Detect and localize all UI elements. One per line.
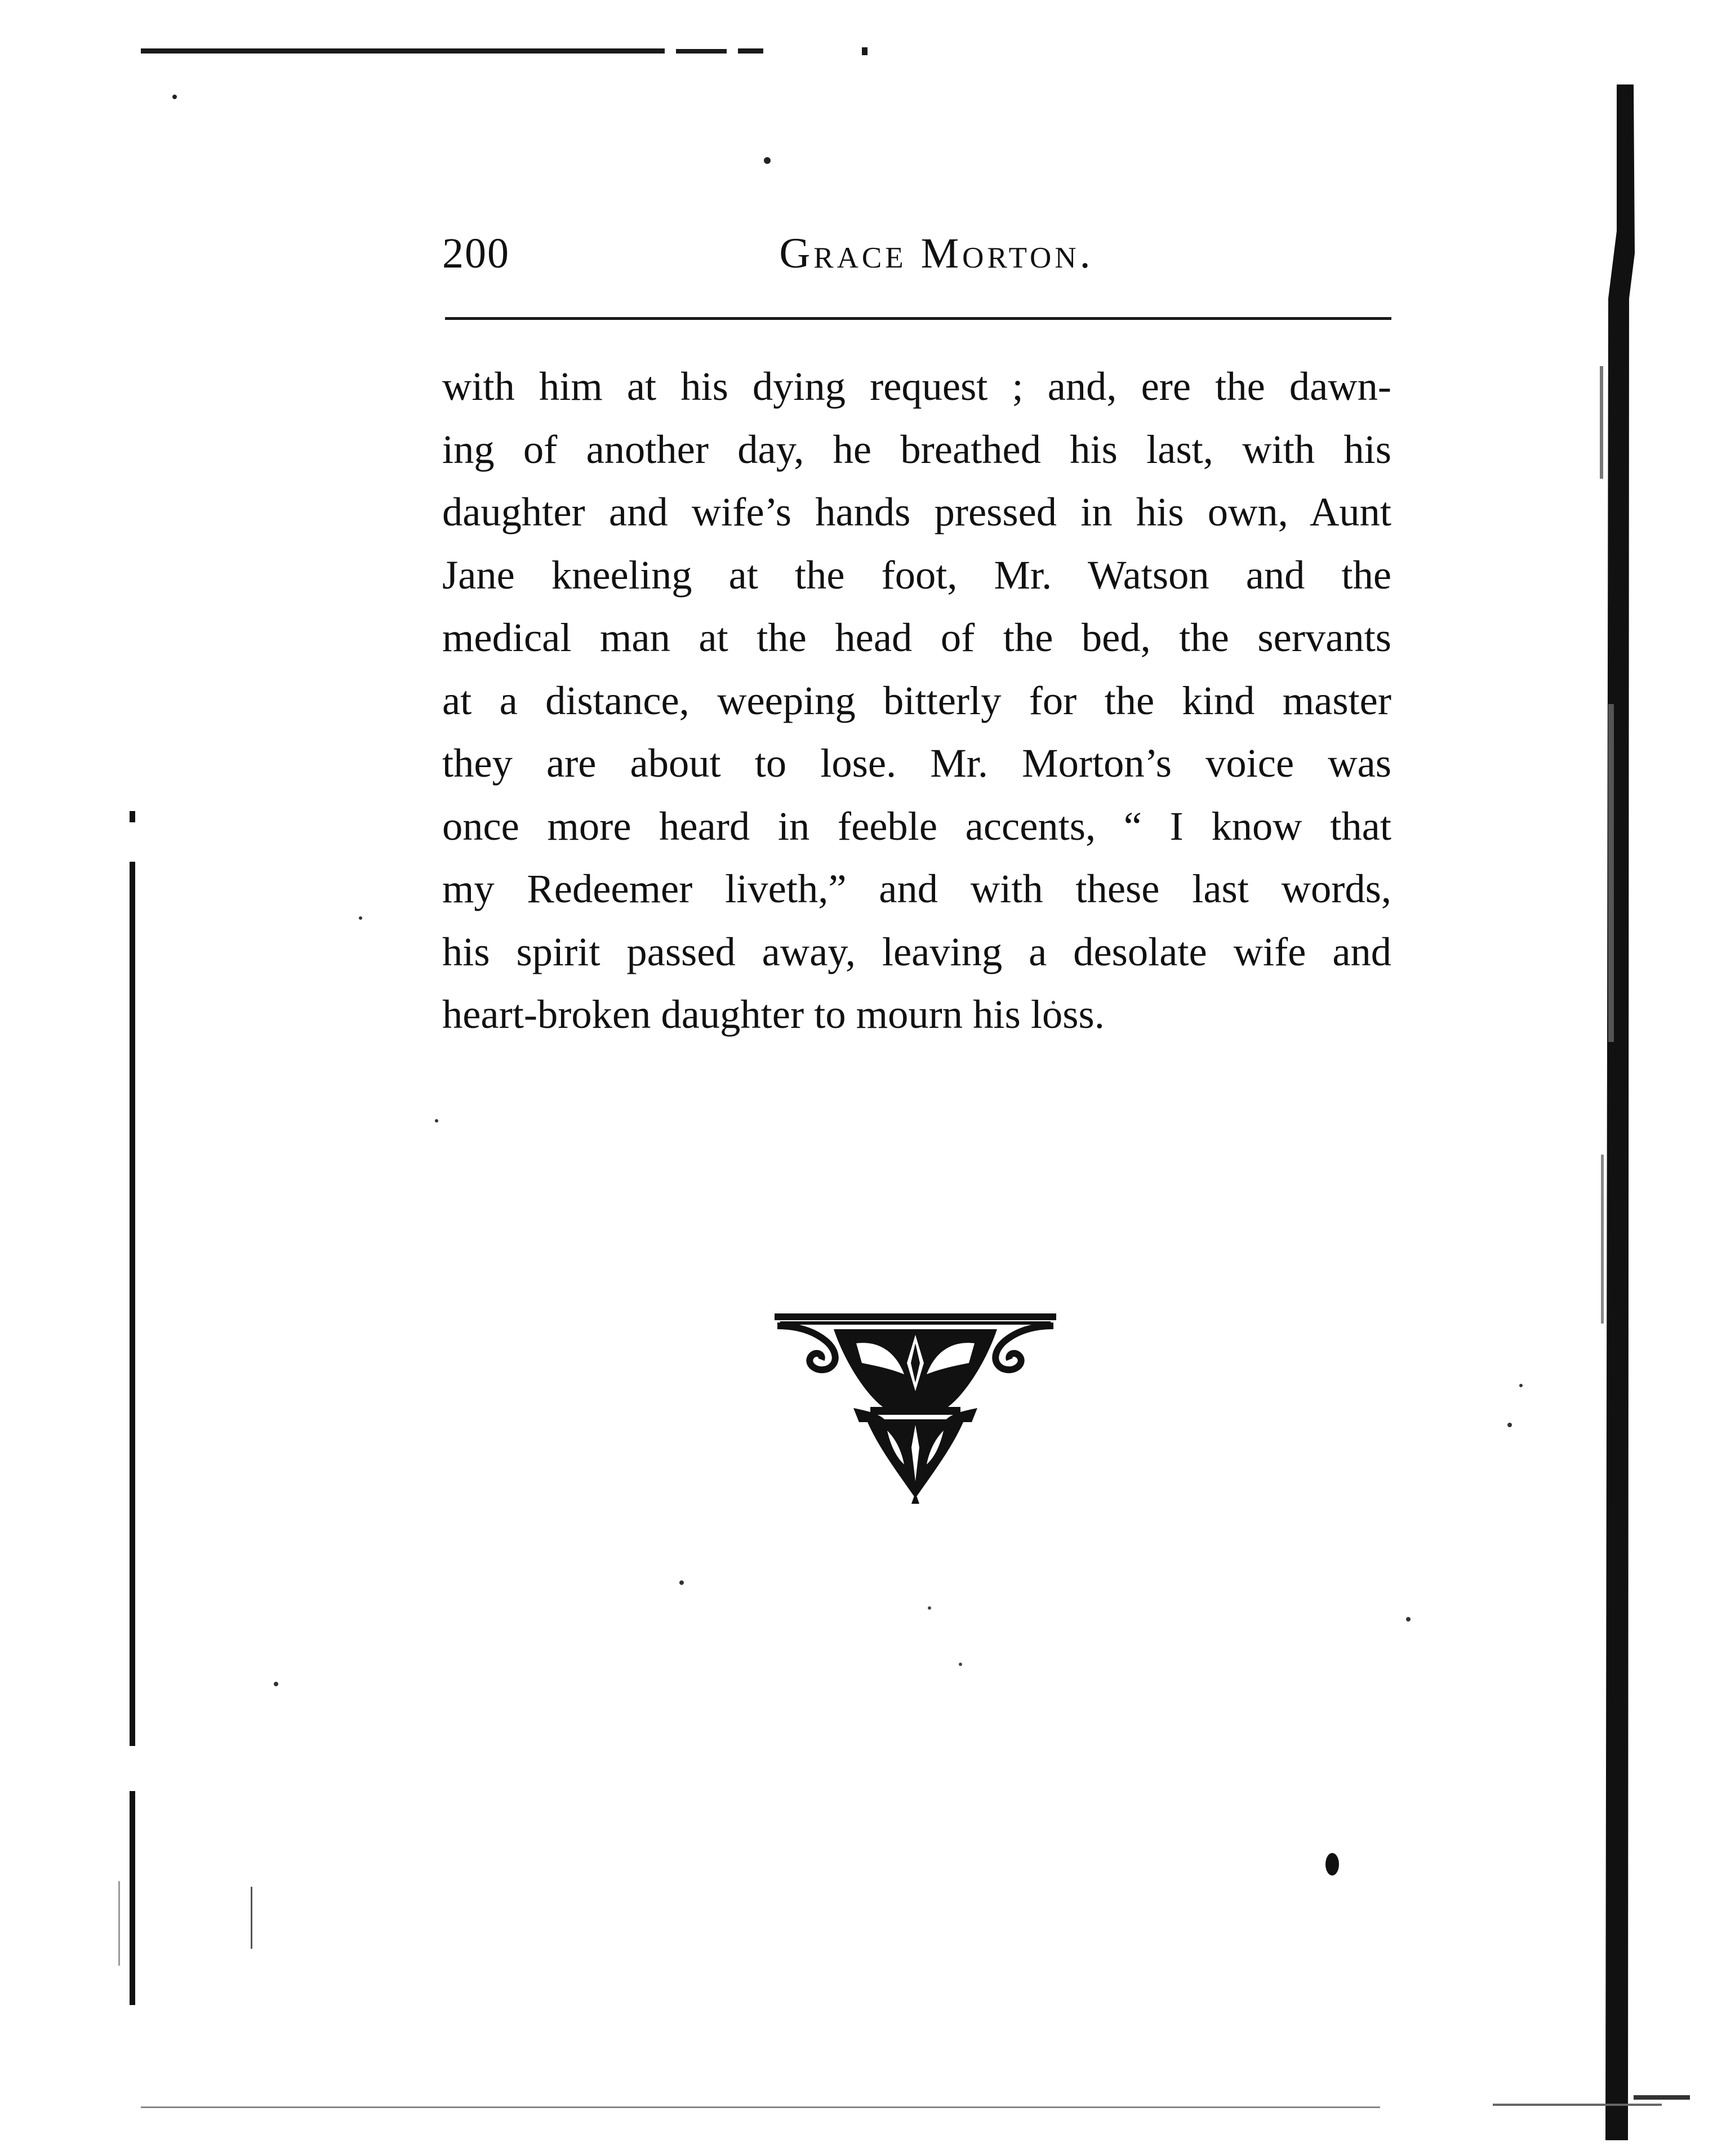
corbel-tailpiece-ornament-icon bbox=[772, 1312, 1059, 1504]
header-rule bbox=[445, 317, 1391, 320]
text-line: they are about to lose. Mr. Morton’s voice was bbox=[442, 740, 1391, 786]
text-line: ing of another day, he breathed his last, with his bbox=[442, 426, 1391, 472]
text-line: his spirit passed away, leaving a desolate wife and bbox=[442, 928, 1391, 974]
text-line: Jane kneeling at the foot, Mr. Watson and the bbox=[442, 551, 1391, 598]
page-number: 200 bbox=[442, 230, 510, 277]
body-paragraph bbox=[442, 355, 1391, 1046]
running-head bbox=[442, 225, 1391, 282]
text-line: once more heard in feeble accents, “ I know that bbox=[442, 803, 1391, 849]
text-line: at a distance, weeping bitterly for the kind master bbox=[442, 677, 1391, 723]
text-line: daughter and wife’s hands pressed in his own, Aunt bbox=[442, 489, 1391, 534]
text-line: heart-broken daughter to mourn his loss. bbox=[442, 991, 1105, 1037]
text-line: with him at his dying request ; and, ere the dawn- bbox=[442, 363, 1391, 409]
text-line: my Redeemer liveth,” and with these last words, bbox=[442, 866, 1391, 911]
running-title: Grace Morton. bbox=[779, 230, 1094, 277]
text-line: medical man at the head of the bed, the servants bbox=[442, 614, 1391, 660]
